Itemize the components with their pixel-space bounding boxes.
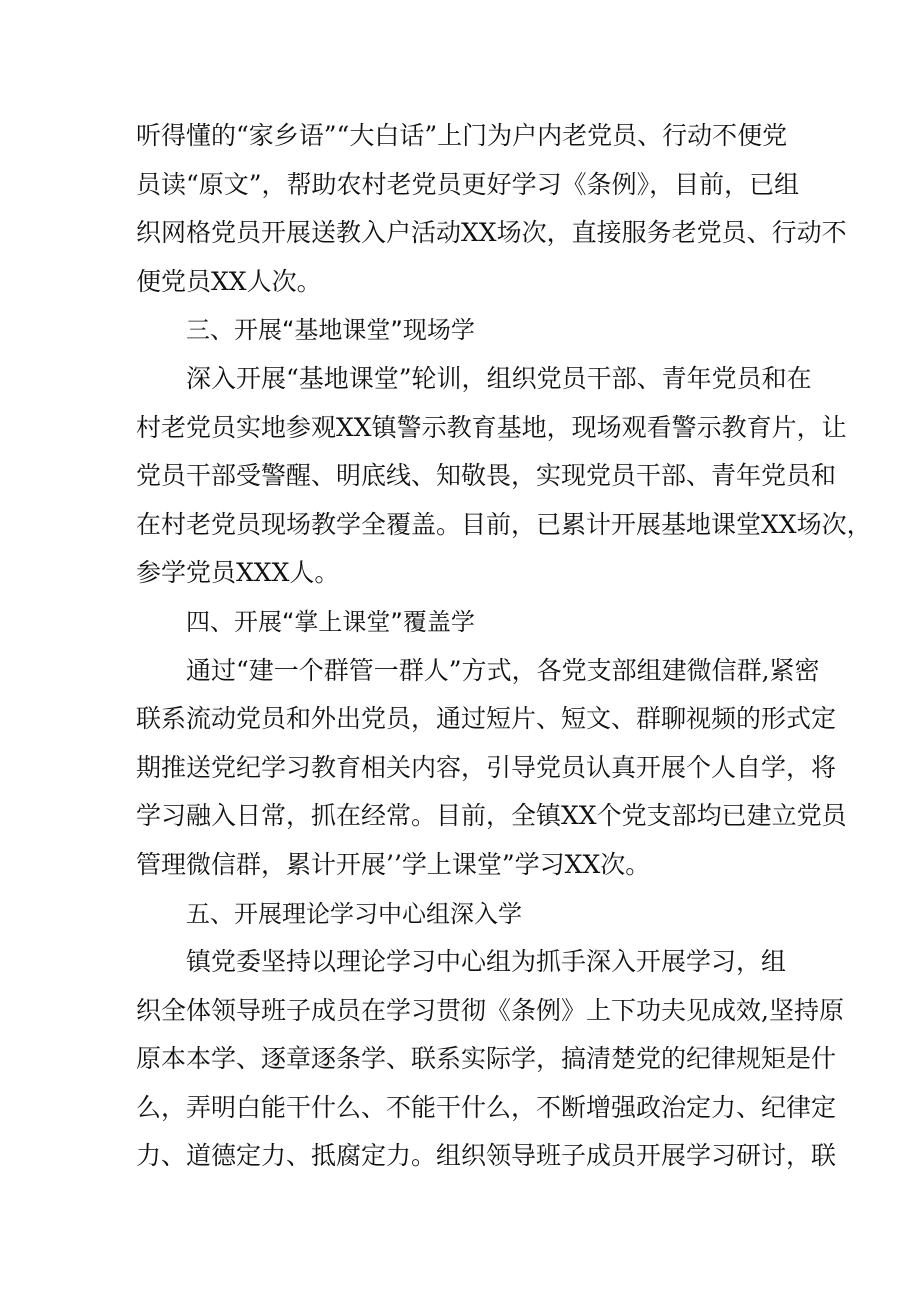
body-line: 听得懂的“家乡语”“大白话”上门为户内老党员、行动不便党 (136, 121, 788, 150)
body-line: 织网格党员开展送教入户活动XX场次，直接服务老党员、行动不 (136, 218, 847, 248)
body-line: 学习融入日常，抓在经常。目前，全镇XX个党支部均已建立党员 (136, 801, 847, 831)
section-heading-3: 三、开展“基地课堂”现场学 (186, 316, 475, 345)
body-line: 原本本学、逐章逐条学、联系实际学，搞清楚党的纪律规矩是什 (136, 1044, 837, 1074)
body-line: 力、道德定力、抵腐定力。组织领导班子成员开展学习研讨，联 (136, 1141, 837, 1171)
body-line: 员读“原文”，帮助农村老党员更好学习《条例》，目前，已组 (136, 169, 800, 199)
document-body (136, 112, 872, 1181)
body-line: 参学党员XXX人。 (136, 558, 340, 588)
body-line: 村老党员实地参观XX镇警示教育基地，现场观看警示教育片，让 (136, 412, 847, 442)
body-line: 深入开展“基地课堂”轮训，组织党员干部、青年党员和在 (186, 363, 812, 393)
body-line: 镇党委坚持以理论学习中心组为抓手深入开展学习，组 (186, 947, 787, 977)
body-line: 管理微信群，累计开展’’学上课堂”学习XX次。 (136, 849, 651, 879)
body-line: 联系流动党员和外出党员，通过短片、短文、群聊视频的形式定 (136, 704, 837, 734)
body-line: 么，弄明白能干什么、不能干什么，不断增强政治定力、纪律定 (136, 1092, 837, 1122)
body-line: 期推送党纪学习教育相关内容，引导党员认真开展个人自学，将 (136, 752, 837, 782)
body-line: 在村老党员现场教学全覆盖。目前，已累计开展基地课堂XX场次， (136, 509, 872, 539)
body-line: 党员干部受警醒、明底线、知敬畏，实现党员干部、青年党员和 (136, 461, 837, 491)
body-line: 织全体领导班子成员在学习贯彻《条例》上下功夫见成效,坚持原 (136, 995, 844, 1025)
section-heading-5: 五、开展理论学习中心组深入学 (186, 899, 522, 928)
body-line: 通过“建一个群管一群人”方式，各党支部组建微信群,紧密 (186, 655, 820, 685)
section-heading-4: 四、开展“掌上课堂”覆盖学 (186, 607, 475, 636)
body-line: 便党员XX人次。 (136, 266, 322, 296)
